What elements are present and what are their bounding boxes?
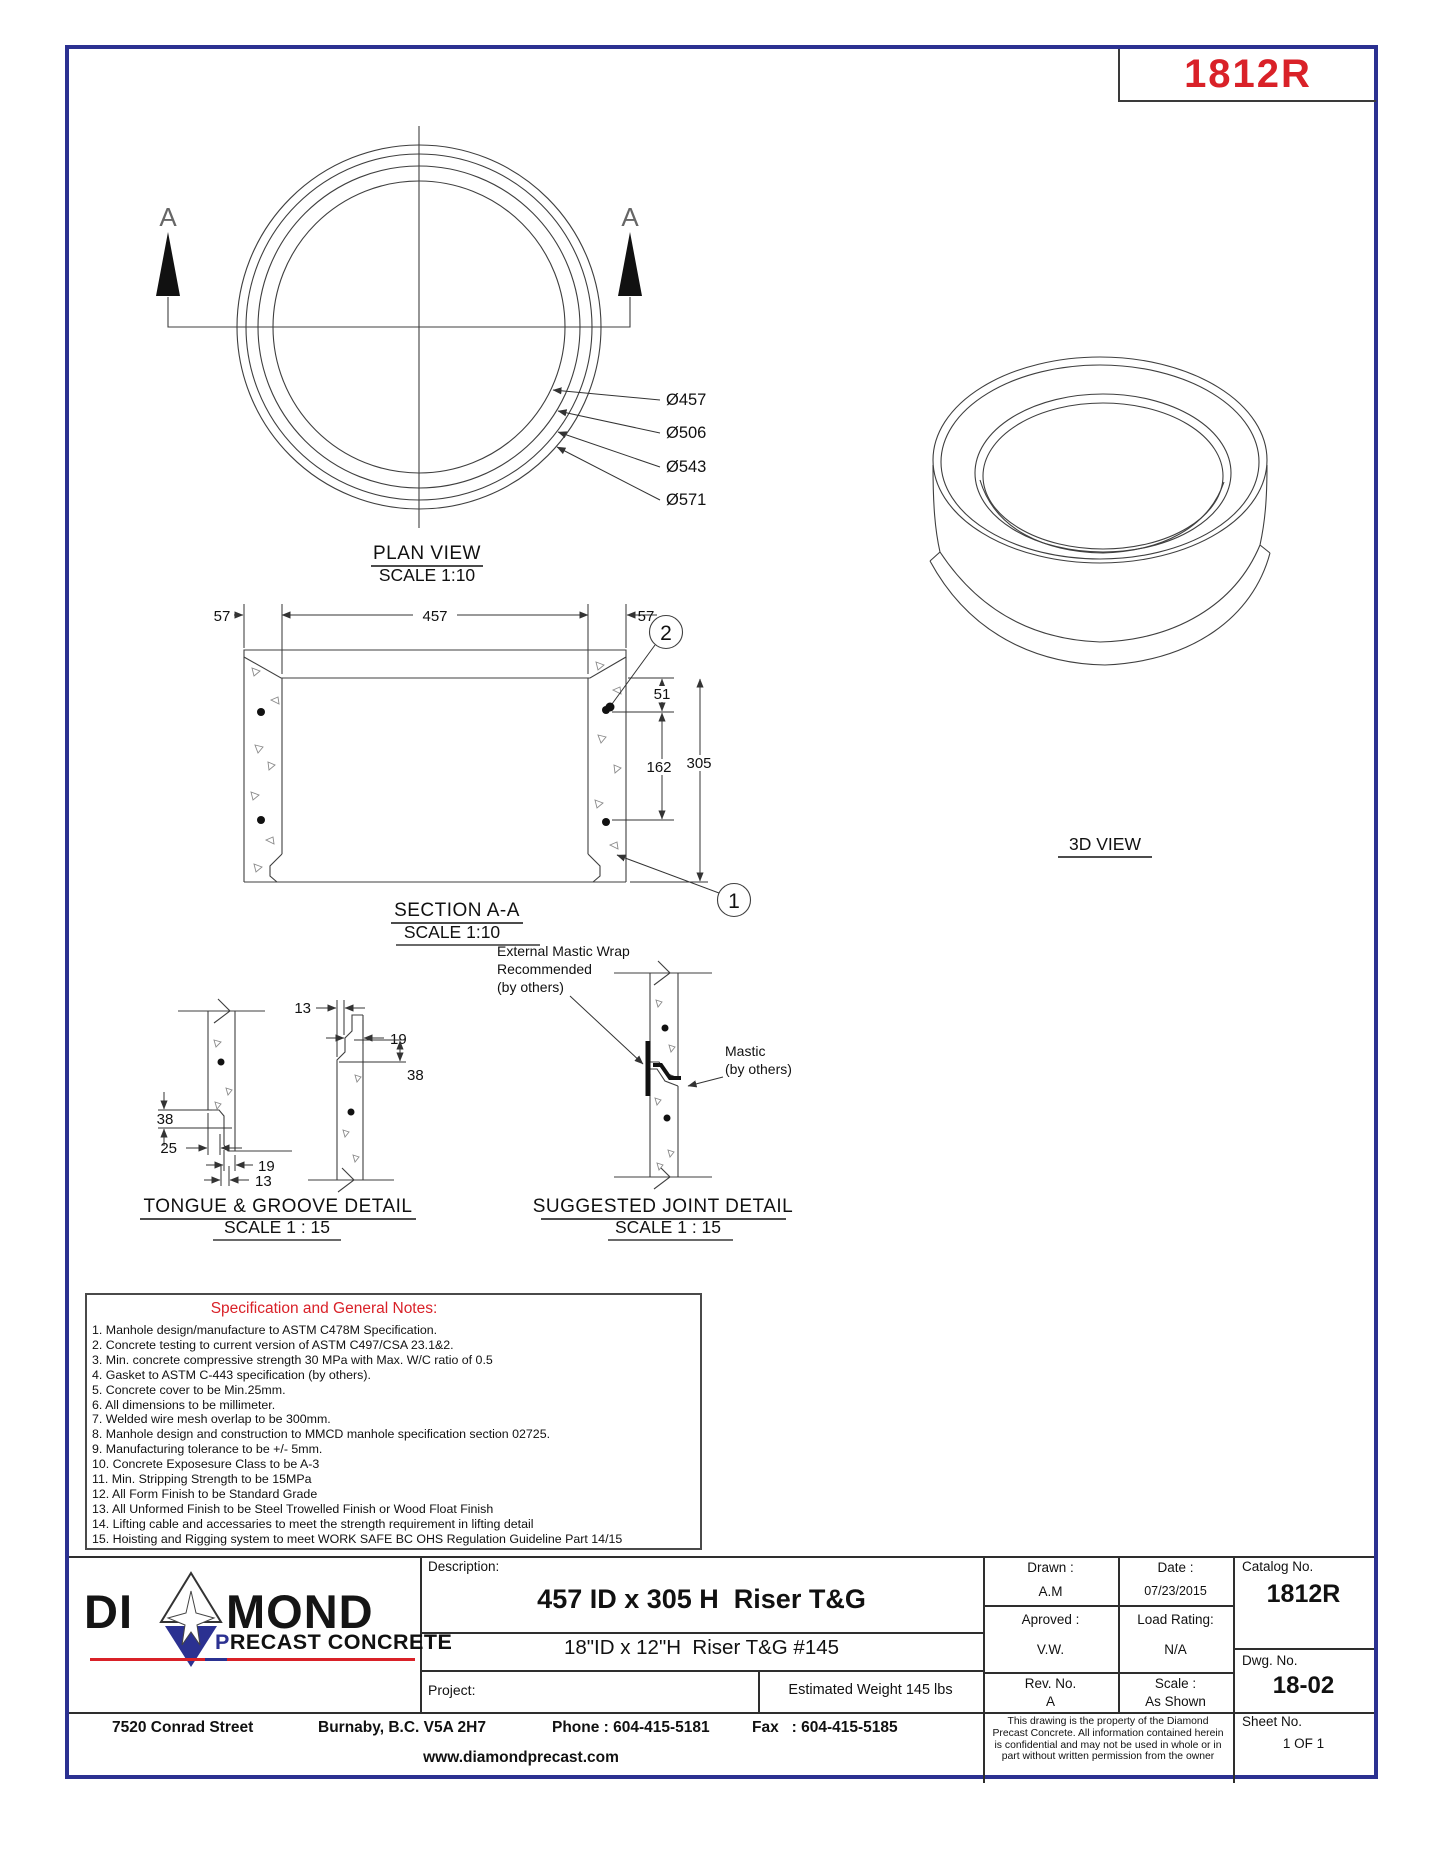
joint-title: SUGGESTED JOINT DETAIL — [532, 1196, 794, 1217]
dim-57-left: 57 — [213, 608, 231, 625]
description-label: Description: — [428, 1559, 500, 1574]
section-view — [214, 604, 751, 945]
sheet-label: Sheet No. — [1242, 1714, 1303, 1729]
section-arrow-right — [618, 232, 642, 296]
estimated-weight: Estimated Weight 145 lbs — [788, 1682, 953, 1698]
load-rating-label: Load Rating: — [1137, 1612, 1214, 1627]
section-marker-left: A — [159, 202, 177, 232]
dwg-number: 18-02 — [1272, 1672, 1335, 1699]
address-city: Burnaby, B.C. V5A 2H7 — [318, 1719, 486, 1736]
tg-dim-25: 25 — [160, 1140, 177, 1157]
tg-dim-r19: 19 — [390, 1031, 407, 1048]
note-item: 2. Concrete testing to current version of ASTM C497/CSA 23.1&2. — [92, 1337, 454, 1352]
tg-dim-38: 38 — [156, 1111, 174, 1128]
note-item: 14. Lifting cable and accessaries to meet the strength requirement in lifting detail — [92, 1516, 534, 1531]
dim-162: 162 — [646, 759, 672, 776]
approved-label: Aproved : — [1021, 1612, 1080, 1627]
logo-underline-dash — [205, 1658, 227, 1661]
dwg-label: Dwg. No. — [1242, 1653, 1298, 1668]
address-fax: Fax : 604-415-5185 — [752, 1719, 898, 1736]
dim-457: 457 — [422, 608, 448, 625]
dim-305: 305 — [686, 755, 712, 772]
joint-scale: SCALE 1 : 15 — [614, 1217, 722, 1237]
address-street: 7520 Conrad Street — [112, 1719, 254, 1736]
section-title: SECTION A-A — [394, 900, 520, 921]
tg-dim-r13: 13 — [294, 1000, 311, 1017]
note-item: 1. Manhole design/manufacture to ASTM C478M Specification. — [92, 1323, 438, 1337]
section-marker-right: A — [621, 202, 639, 232]
dia-label-457: Ø457 — [666, 391, 707, 409]
mastic-label-2: (by others) — [725, 1061, 792, 1077]
section-arrow-left — [156, 232, 180, 296]
logo-subtitle-p: P — [215, 1630, 230, 1654]
sheet-value: 1 OF 1 — [1282, 1736, 1325, 1751]
description-text: 457 ID x 305 H Riser T&G — [537, 1584, 866, 1614]
logo-mond: MOND — [226, 1585, 374, 1638]
note-item: 12. All Form Finish to be Standard Grade — [92, 1486, 318, 1501]
notes-list — [92, 1323, 692, 1547]
dim-57-right: 57 — [637, 608, 655, 625]
wrap-label-3: (by others) — [497, 979, 564, 995]
note-item: 5. Concrete cover to be Min.25mm. — [92, 1382, 286, 1397]
drawn-value: A.M — [1038, 1584, 1063, 1599]
mastic-label-1: Mastic — [725, 1043, 766, 1059]
logo-subtitle-rest: RECAST CONCRETE — [229, 1630, 453, 1654]
date-label: Date : — [1157, 1560, 1194, 1575]
scale-value: As Shown — [1145, 1694, 1206, 1709]
tg-dim-19: 19 — [258, 1158, 275, 1175]
plan-view-title: PLAN VIEW — [373, 543, 481, 564]
project-label: Project: — [428, 1682, 476, 1698]
approved-value: V.W. — [1036, 1642, 1065, 1657]
tg-dim-r38: 38 — [407, 1067, 424, 1084]
tongue-groove-detail — [140, 999, 424, 1240]
balloon-1: 1 — [728, 890, 740, 913]
note-item: 15. Hoisting and Rigging system to meet WORK SAFE BC OHS Regulation Guideline Part 14/15 — [92, 1531, 623, 1546]
diamond-logo-icon — [156, 1569, 226, 1671]
note-item: 4. Gasket to ASTM C-443 specification (by others). — [92, 1367, 371, 1382]
catalog-badge: 1812R — [1184, 52, 1312, 96]
dim-51: 51 — [653, 686, 671, 703]
tg-title: TONGUE & GROOVE DETAIL — [143, 1196, 413, 1217]
drawn-label: Drawn : — [1027, 1560, 1074, 1575]
joint-detail — [497, 943, 793, 1240]
note-item: 13. All Unformed Finish to be Steel Trowelled Finish or Wood Float Finish — [92, 1501, 494, 1516]
wrap-label-2: Recommended — [497, 961, 592, 977]
threed-view — [930, 357, 1270, 857]
load-rating-value: N/A — [1164, 1642, 1187, 1657]
logo-underline — [90, 1658, 415, 1661]
note-item: 9. Manufacturing tolerance to be +/- 5mm. — [92, 1442, 323, 1457]
section-scale: SCALE 1:10 — [403, 922, 501, 942]
threed-title: 3D VIEW — [1069, 834, 1141, 854]
balloon-2: 2 — [660, 622, 672, 645]
note-item: 11. Min. Stripping Strength to be 15MPa — [92, 1472, 312, 1487]
dia-label-571: Ø571 — [666, 491, 707, 509]
address-phone: Phone : 604-415-5181 — [552, 1719, 710, 1736]
disclaimer: This drawing is the property of the Diamond Precast Concrete. All information contained herein is confidential and may not be used in whole or in part without written permission from the owner — [992, 1716, 1224, 1763]
notes-title: Specification and General Notes: — [210, 1300, 438, 1317]
catalog-number: 1812R — [1266, 1580, 1341, 1608]
date-value: 07/23/2015 — [1144, 1584, 1207, 1598]
logo-subtitle — [215, 1630, 452, 1655]
scale-label: Scale : — [1154, 1676, 1197, 1691]
plan-view-scale: SCALE 1:10 — [378, 565, 476, 585]
note-item: 3. Min. concrete compressive strength 30 MPa with Max. W/C ratio of 0.5 — [92, 1352, 493, 1367]
address-website: www.diamondprecast.com — [423, 1749, 619, 1766]
tg-dim-13: 13 — [255, 1173, 272, 1190]
note-item: 6. All dimensions to be millimeter. — [92, 1397, 276, 1412]
note-item: 8. Manhole design and construction to MMCD manhole specification section 02725. — [92, 1427, 551, 1442]
note-item: 10. Concrete Exposesure Class to be A-3 — [92, 1457, 320, 1472]
logo-di: DI — [84, 1585, 133, 1638]
tg-scale: SCALE 1 : 15 — [223, 1217, 331, 1237]
dia-label-543: Ø543 — [666, 458, 707, 476]
dia-label-506: Ø506 — [666, 424, 707, 442]
note-item: 7. Welded wire mesh overlap to be 300mm. — [92, 1412, 331, 1427]
description-imperial: 18"ID x 12"H Riser T&G #145 — [563, 1636, 840, 1659]
rev-label: Rev. No. — [1024, 1676, 1077, 1691]
wrap-label-1: External Mastic Wrap — [497, 943, 630, 959]
rev-value: A — [1045, 1694, 1055, 1709]
plan-view — [156, 126, 706, 585]
catalog-label: Catalog No. — [1242, 1559, 1314, 1574]
